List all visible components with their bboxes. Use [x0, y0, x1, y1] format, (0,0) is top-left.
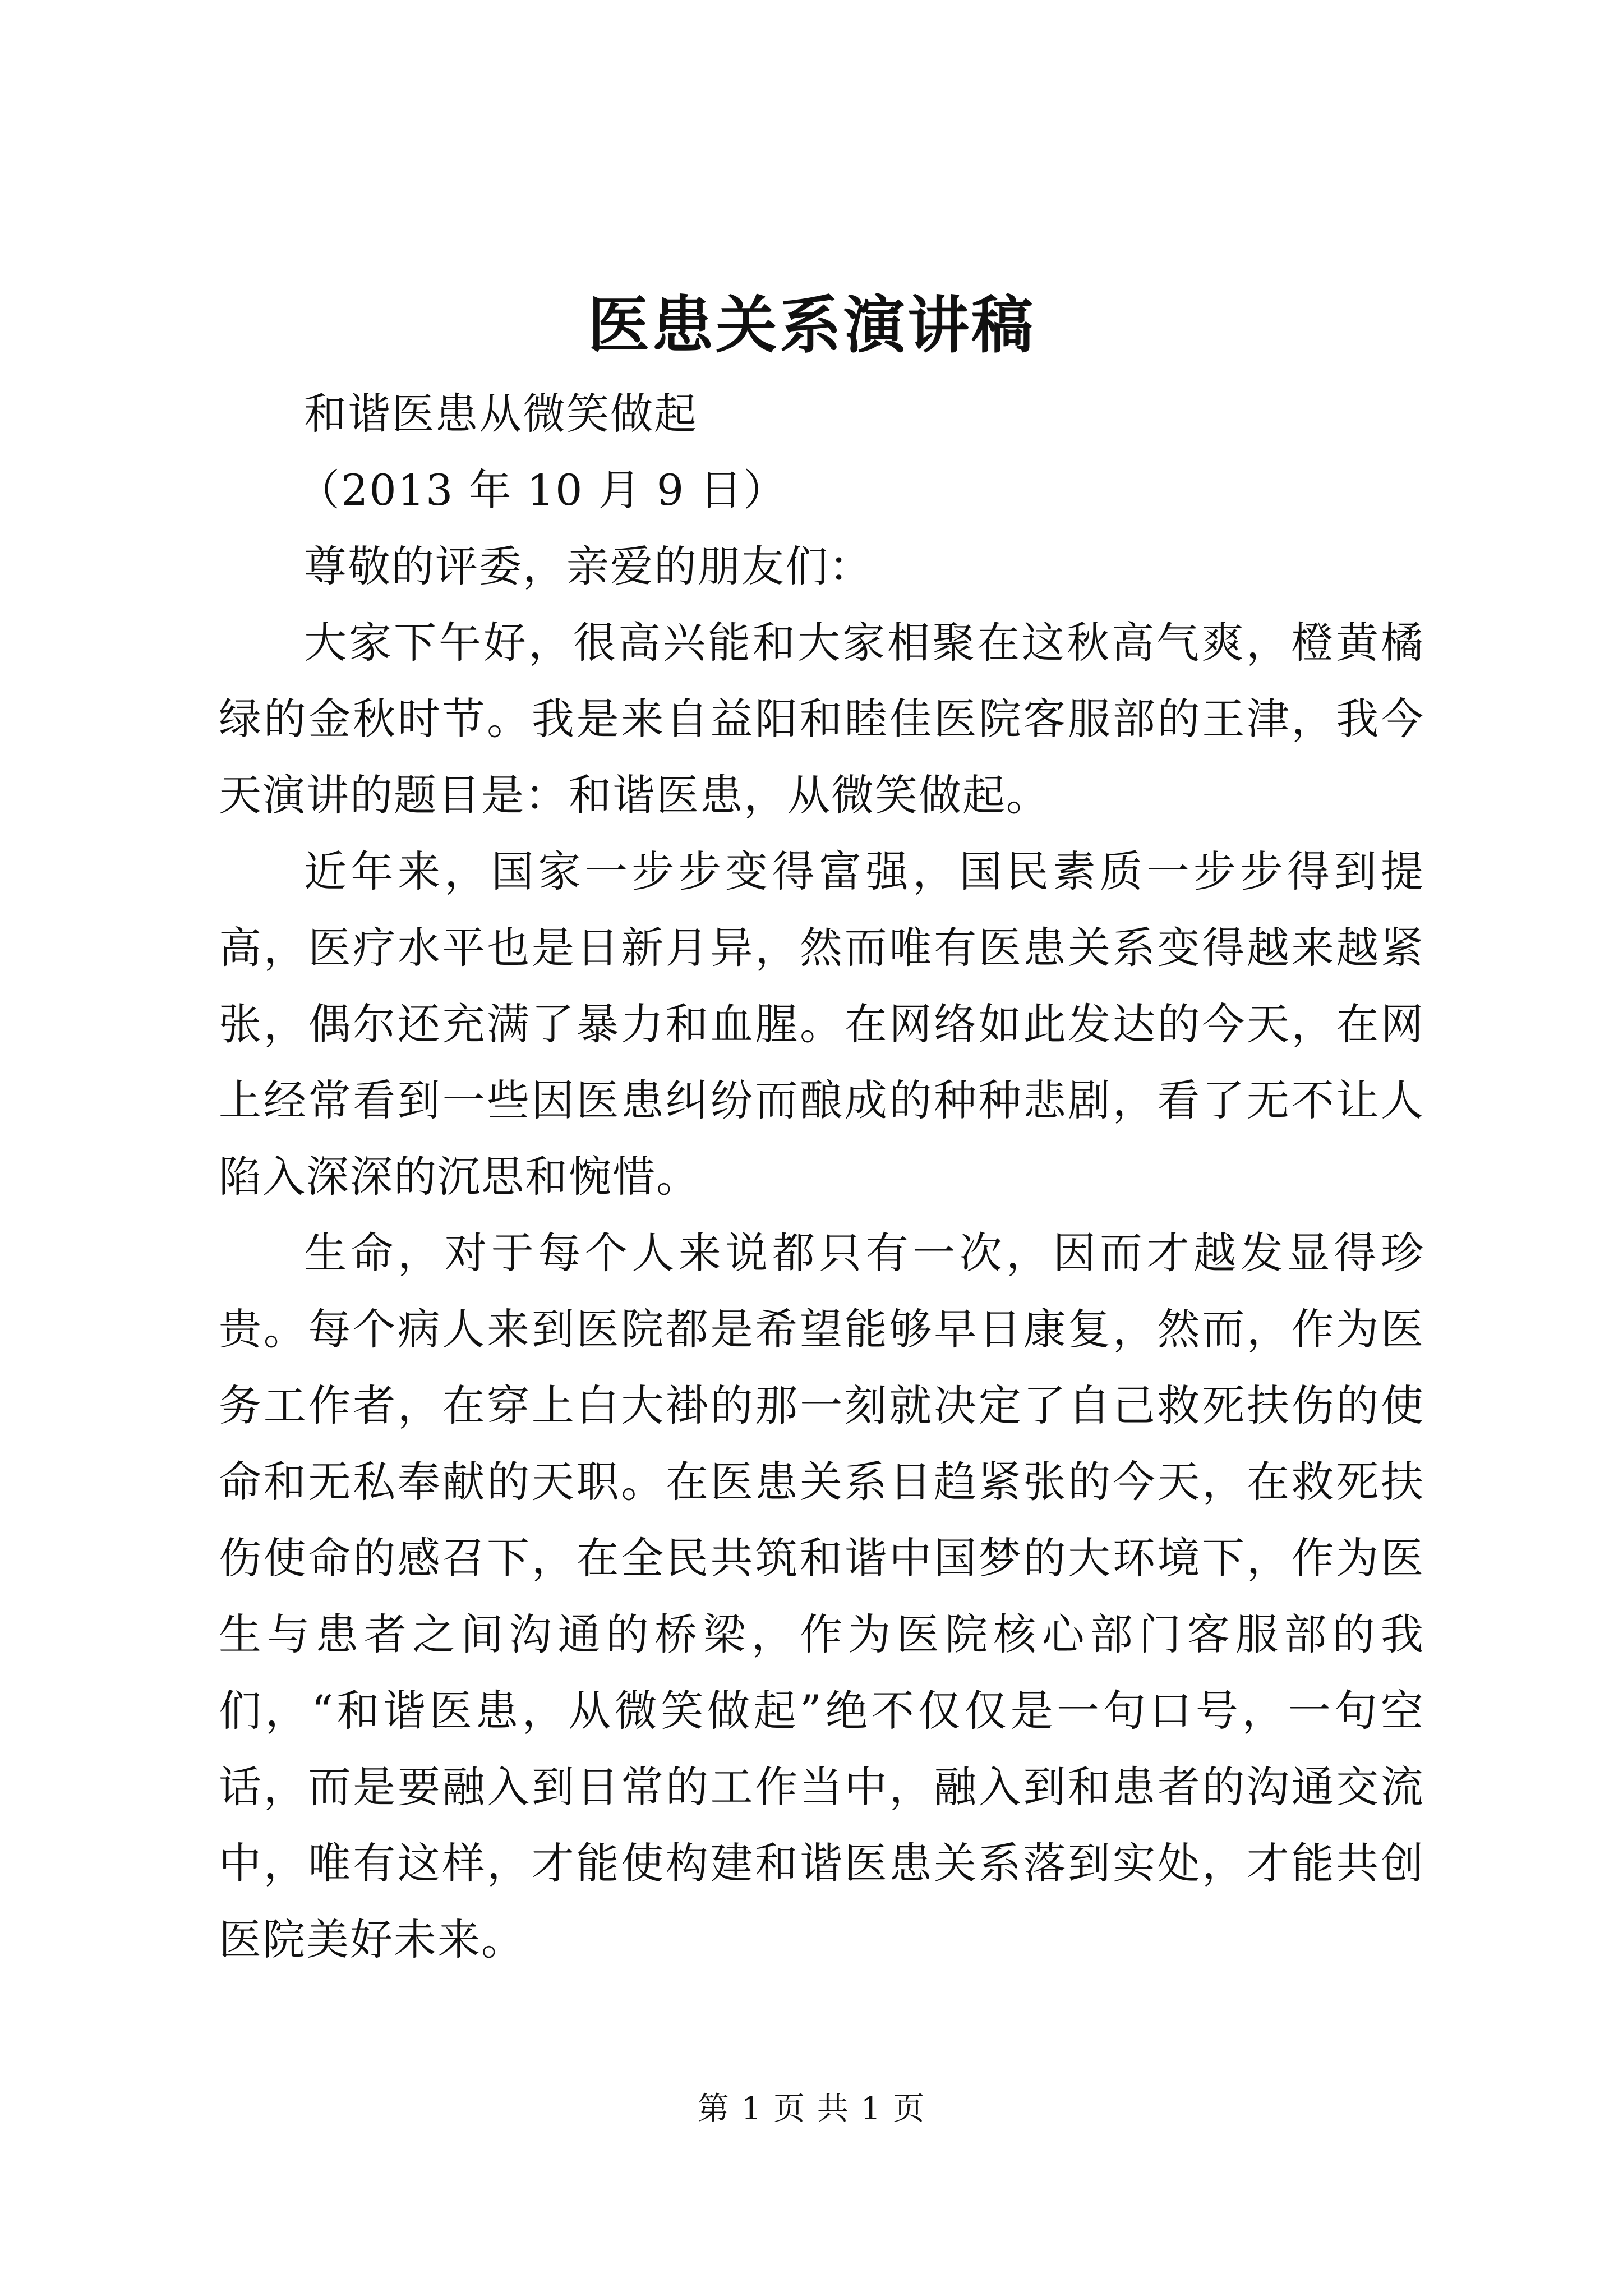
document-title: 医患关系演讲稿 — [588, 289, 1035, 361]
paragraph-mission: 生命，对于每个人来说都只有一次，因而才越发显得珍贵。每个病人来到医院都是希望能够早日康复，然而，作为医务工作者，在穿上白大褂的那一刻就决定了自己救死扶伤的使命和无私奉献的天职。在医患关系日趋紧张的今天，在救死扶伤使命的感召下，在全民共筑和谐中国梦的大环境下，作为医生与患者之间沟通的桥梁，作为医院核心部门客服部的我们，“和谐医患，从微笑做起”绝不仅仅是一句口号，一句空话，而是要融入到日常的工作当中，融入到和患者的沟通交流中，唯有这样，才能使构建和谐医患关系落到实处，才能共创医院美好未来。 — [219, 1228, 1424, 1964]
document-body — [219, 376, 1424, 1978]
page-number: 第 1 页 共 1 页 — [697, 2091, 926, 2127]
paragraph-background: 近年来，国家一步步变得富强，国民素质一步步得到提高，医疗水平也是日新月异，然而唯有医患关系变得越来越紧张，偶尔还充满了暴力和血腥。在网络如此发达的今天，在网上经常看到一些因医患纠纷而酿成的种种悲剧，看了无不让人陷入深深的沉思和惋惜。 — [219, 846, 1424, 1202]
salutation: 尊敬的评委，亲爱的朋友们： — [304, 541, 873, 591]
speech-date: （2013 年 10 月 9 日） — [297, 465, 787, 515]
paragraph-opening: 大家下午好，很高兴能和大家相聚在这秋高气爽，橙黄橘绿的金秋时节。我是来自益阳和睦佳医院客服部的王津，我今天演讲的题目是：和谐医患，从微笑做起。 — [219, 618, 1424, 820]
speech-subtitle: 和谐医患从微笑做起 — [304, 389, 698, 439]
